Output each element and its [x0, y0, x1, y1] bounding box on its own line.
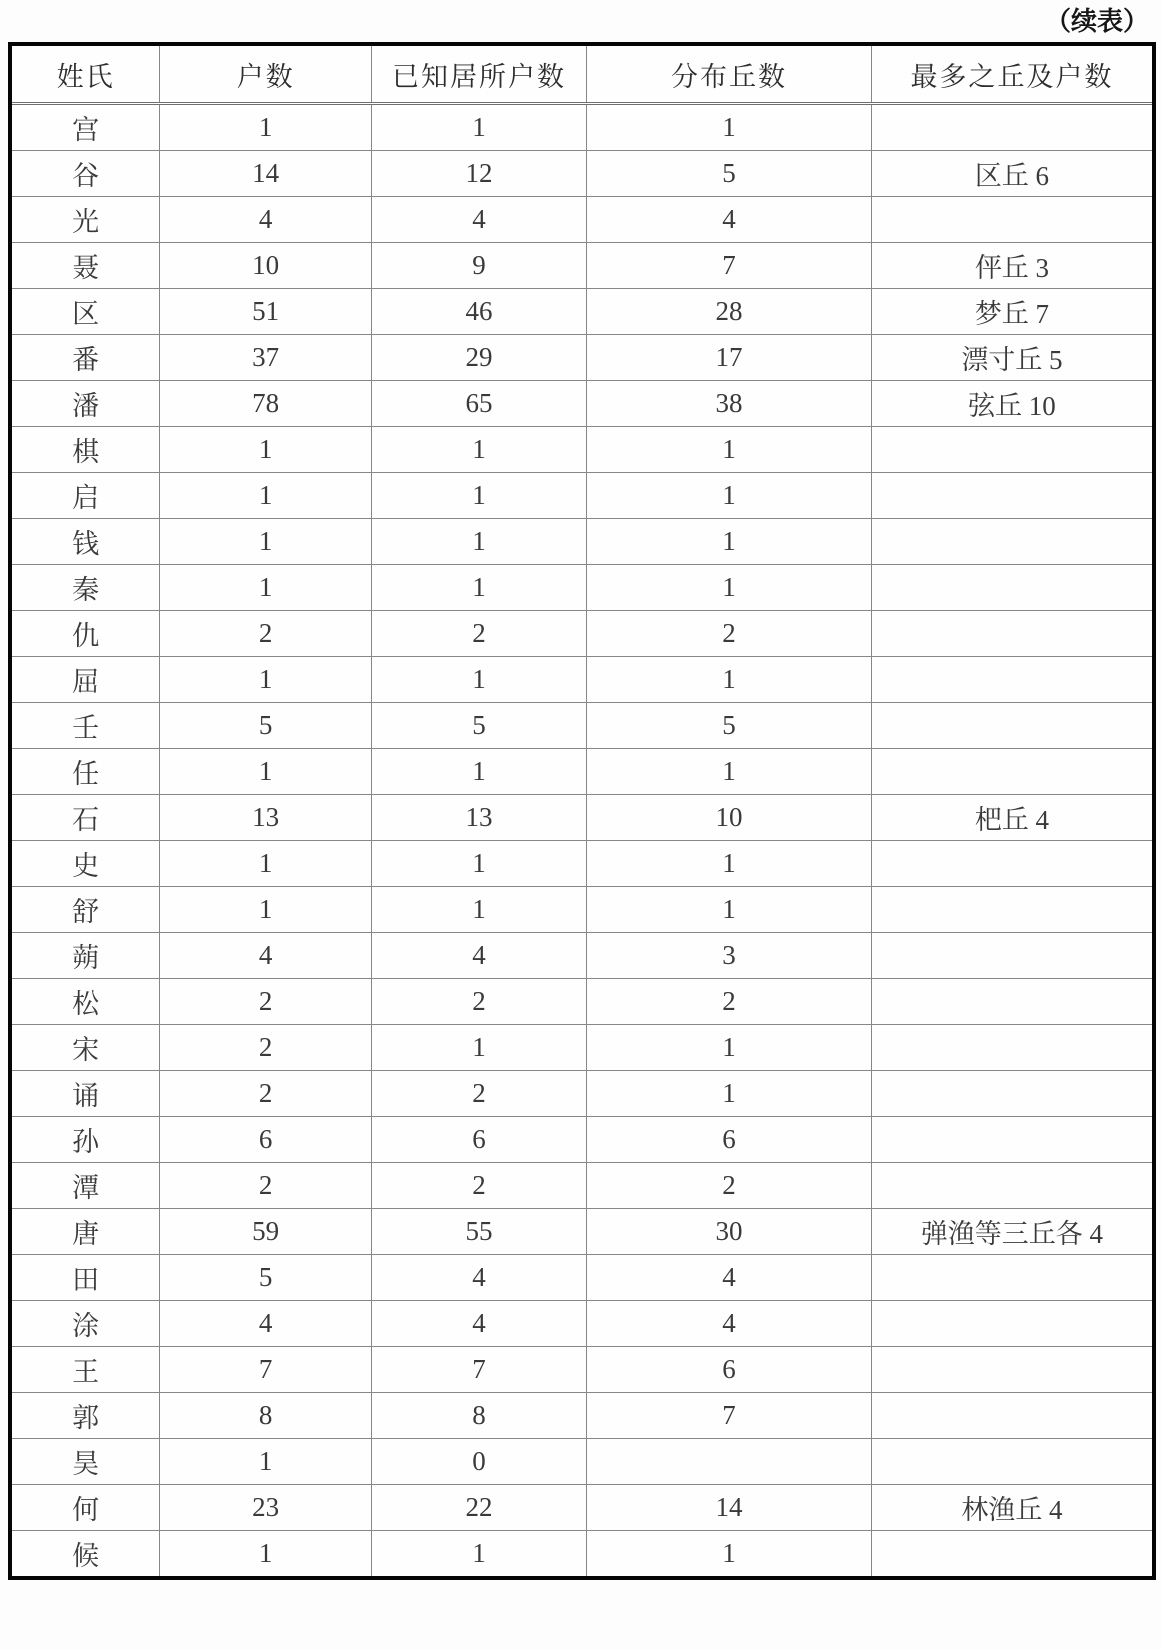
table-row	[10, 1531, 1154, 1579]
households-cell: 1	[160, 427, 372, 473]
known-residence-households-cell: 8	[371, 1393, 586, 1439]
distributed-mounds-cell: 1	[587, 519, 872, 565]
surname-cell: 番	[10, 335, 160, 381]
known-residence-households-cell: 2	[371, 979, 586, 1025]
known-residence-households-cell: 2	[371, 611, 586, 657]
distributed-mounds-cell: 7	[587, 243, 872, 289]
table-row	[10, 887, 1154, 933]
households-cell: 4	[160, 197, 372, 243]
top-mound-and-households-cell	[871, 1301, 1154, 1347]
households-cell: 2	[160, 1025, 372, 1071]
households-cell: 7	[160, 1347, 372, 1393]
top-mound-and-households-cell	[871, 1439, 1154, 1485]
known-residence-households-cell: 65	[371, 381, 586, 427]
known-residence-households-cell: 4	[371, 1301, 586, 1347]
distributed-mounds-cell: 28	[587, 289, 872, 335]
households-cell: 2	[160, 611, 372, 657]
top-mound-and-households-cell	[871, 1071, 1154, 1117]
households-cell: 14	[160, 151, 372, 197]
surname-cell: 潭	[10, 1163, 160, 1209]
known-residence-households-cell: 1	[371, 473, 586, 519]
table-row	[10, 1347, 1154, 1393]
distributed-mounds-cell: 1	[587, 749, 872, 795]
column-header-surname: 姓氏	[10, 44, 160, 104]
distributed-mounds-cell: 1	[587, 427, 872, 473]
surname-cell: 壬	[10, 703, 160, 749]
top-mound-and-households-cell: 杷丘 4	[871, 795, 1154, 841]
distributed-mounds-cell: 17	[587, 335, 872, 381]
known-residence-households-cell: 7	[371, 1347, 586, 1393]
table-row	[10, 1255, 1154, 1301]
table-row	[10, 197, 1154, 243]
table-row	[10, 979, 1154, 1025]
top-mound-and-households-cell	[871, 1347, 1154, 1393]
households-cell: 59	[160, 1209, 372, 1255]
table-row	[10, 933, 1154, 979]
surname-cell: 宫	[10, 104, 160, 151]
known-residence-households-cell: 0	[371, 1439, 586, 1485]
households-cell: 1	[160, 887, 372, 933]
table-body	[10, 104, 1154, 1579]
distributed-mounds-cell: 1	[587, 887, 872, 933]
surname-cell: 郭	[10, 1393, 160, 1439]
top-mound-and-households-cell: 伻丘 3	[871, 243, 1154, 289]
known-residence-households-cell: 2	[371, 1163, 586, 1209]
header-row	[10, 44, 1154, 104]
top-mound-and-households-cell	[871, 104, 1154, 151]
distributed-mounds-cell	[587, 1439, 872, 1485]
households-cell: 1	[160, 1531, 372, 1579]
households-cell: 23	[160, 1485, 372, 1531]
table-row	[10, 1485, 1154, 1531]
distributed-mounds-cell: 30	[587, 1209, 872, 1255]
distributed-mounds-cell: 2	[587, 979, 872, 1025]
surname-cell: 宋	[10, 1025, 160, 1071]
top-mound-and-households-cell	[871, 703, 1154, 749]
continuation-label: （续表）	[1044, 7, 1149, 36]
surname-cell: 王	[10, 1347, 160, 1393]
known-residence-households-cell: 4	[371, 933, 586, 979]
known-residence-households-cell: 4	[371, 197, 586, 243]
distributed-mounds-cell: 1	[587, 1071, 872, 1117]
surname-cell: 潘	[10, 381, 160, 427]
known-residence-households-cell: 1	[371, 887, 586, 933]
surname-cell: 启	[10, 473, 160, 519]
distributed-mounds-cell: 1	[587, 657, 872, 703]
table-row	[10, 381, 1154, 427]
distributed-mounds-cell: 1	[587, 841, 872, 887]
surname-cell: 昊	[10, 1439, 160, 1485]
surname-cell: 区	[10, 289, 160, 335]
top-mound-and-households-cell: 弹渔等三丘各 4	[871, 1209, 1154, 1255]
households-cell: 8	[160, 1393, 372, 1439]
table-row	[10, 104, 1154, 151]
top-mound-and-households-cell	[871, 657, 1154, 703]
surname-cell: 涂	[10, 1301, 160, 1347]
distributed-mounds-cell: 5	[587, 151, 872, 197]
surname-cell: 孙	[10, 1117, 160, 1163]
top-mound-and-households-cell	[871, 565, 1154, 611]
top-mound-and-households-cell	[871, 473, 1154, 519]
households-cell: 2	[160, 979, 372, 1025]
top-mound-and-households-cell	[871, 1531, 1154, 1579]
top-mound-and-households-cell	[871, 611, 1154, 657]
top-mound-and-households-cell: 漂寸丘 5	[871, 335, 1154, 381]
top-mound-and-households-cell	[871, 427, 1154, 473]
top-mound-and-households-cell	[871, 519, 1154, 565]
table-row	[10, 611, 1154, 657]
column-header-top-mound-and-households: 最多之丘及户数	[871, 44, 1154, 104]
surname-households-table	[8, 42, 1156, 1580]
surname-cell: 屈	[10, 657, 160, 703]
table-row	[10, 795, 1154, 841]
table-row	[10, 703, 1154, 749]
distributed-mounds-cell: 1	[587, 473, 872, 519]
households-cell: 5	[160, 703, 372, 749]
known-residence-households-cell: 13	[371, 795, 586, 841]
known-residence-households-cell: 4	[371, 1255, 586, 1301]
distributed-mounds-cell: 1	[587, 565, 872, 611]
households-cell: 13	[160, 795, 372, 841]
known-residence-households-cell: 22	[371, 1485, 586, 1531]
distributed-mounds-cell: 7	[587, 1393, 872, 1439]
households-cell: 78	[160, 381, 372, 427]
households-cell: 1	[160, 104, 372, 151]
surname-cell: 诵	[10, 1071, 160, 1117]
table-row	[10, 519, 1154, 565]
distributed-mounds-cell: 6	[587, 1117, 872, 1163]
surname-cell: 钱	[10, 519, 160, 565]
surname-cell: 何	[10, 1485, 160, 1531]
top-mound-and-households-cell	[871, 841, 1154, 887]
table-row	[10, 289, 1154, 335]
top-mound-and-households-cell	[871, 1117, 1154, 1163]
households-cell: 1	[160, 841, 372, 887]
top-mound-and-households-cell: 梦丘 7	[871, 289, 1154, 335]
households-cell: 2	[160, 1071, 372, 1117]
top-mound-and-households-cell	[871, 933, 1154, 979]
top-mound-and-households-cell	[871, 979, 1154, 1025]
table-row	[10, 335, 1154, 381]
surname-cell: 秦	[10, 565, 160, 611]
distributed-mounds-cell: 4	[587, 1255, 872, 1301]
distributed-mounds-cell: 2	[587, 611, 872, 657]
top-mound-and-households-cell	[871, 1393, 1154, 1439]
table-row	[10, 243, 1154, 289]
households-cell: 4	[160, 1301, 372, 1347]
households-cell: 37	[160, 335, 372, 381]
distributed-mounds-cell: 1	[587, 104, 872, 151]
known-residence-households-cell: 1	[371, 841, 586, 887]
distributed-mounds-cell: 1	[587, 1025, 872, 1071]
households-cell: 1	[160, 519, 372, 565]
known-residence-households-cell: 1	[371, 1531, 586, 1579]
surname-cell: 候	[10, 1531, 160, 1579]
top-mound-and-households-cell	[871, 1025, 1154, 1071]
households-cell: 2	[160, 1163, 372, 1209]
known-residence-households-cell: 2	[371, 1071, 586, 1117]
surname-cell: 棋	[10, 427, 160, 473]
table-row	[10, 1393, 1154, 1439]
surname-cell: 任	[10, 749, 160, 795]
known-residence-households-cell: 1	[371, 1025, 586, 1071]
households-cell: 1	[160, 473, 372, 519]
distributed-mounds-cell: 6	[587, 1347, 872, 1393]
distributed-mounds-cell: 2	[587, 1163, 872, 1209]
surname-cell: 石	[10, 795, 160, 841]
top-mound-and-households-cell	[871, 887, 1154, 933]
households-cell: 6	[160, 1117, 372, 1163]
column-header-distributed-mounds: 分布丘数	[587, 44, 872, 104]
table-row	[10, 473, 1154, 519]
known-residence-households-cell: 9	[371, 243, 586, 289]
surname-cell: 田	[10, 1255, 160, 1301]
table-row	[10, 151, 1154, 197]
surname-cell: 谷	[10, 151, 160, 197]
top-mound-and-households-cell	[871, 1255, 1154, 1301]
known-residence-households-cell: 29	[371, 335, 586, 381]
distributed-mounds-cell: 3	[587, 933, 872, 979]
known-residence-households-cell: 55	[371, 1209, 586, 1255]
known-residence-households-cell: 6	[371, 1117, 586, 1163]
table-row	[10, 1439, 1154, 1485]
table-row	[10, 1301, 1154, 1347]
top-mound-and-households-cell	[871, 749, 1154, 795]
households-cell: 1	[160, 749, 372, 795]
column-header-households: 户数	[160, 44, 372, 104]
surname-cell: 舒	[10, 887, 160, 933]
top-mound-and-households-cell	[871, 197, 1154, 243]
top-mound-and-households-cell: 弦丘 10	[871, 381, 1154, 427]
surname-cell: 史	[10, 841, 160, 887]
households-cell: 10	[160, 243, 372, 289]
known-residence-households-cell: 1	[371, 749, 586, 795]
distributed-mounds-cell: 4	[587, 197, 872, 243]
known-residence-households-cell: 1	[371, 104, 586, 151]
table-row	[10, 1071, 1154, 1117]
column-header-known-residence-households: 已知居所户数	[371, 44, 586, 104]
table-row	[10, 565, 1154, 611]
table-row	[10, 841, 1154, 887]
households-cell: 1	[160, 565, 372, 611]
top-mound-and-households-cell: 林渔丘 4	[871, 1485, 1154, 1531]
surname-cell: 聂	[10, 243, 160, 289]
known-residence-households-cell: 5	[371, 703, 586, 749]
known-residence-households-cell: 12	[371, 151, 586, 197]
table-header	[10, 44, 1154, 104]
households-cell: 1	[160, 657, 372, 703]
known-residence-households-cell: 46	[371, 289, 586, 335]
table-row	[10, 749, 1154, 795]
distributed-mounds-cell: 38	[587, 381, 872, 427]
distributed-mounds-cell: 10	[587, 795, 872, 841]
table-row	[10, 657, 1154, 703]
distributed-mounds-cell: 4	[587, 1301, 872, 1347]
distributed-mounds-cell: 14	[587, 1485, 872, 1531]
top-mound-and-households-cell: 区丘 6	[871, 151, 1154, 197]
distributed-mounds-cell: 5	[587, 703, 872, 749]
surname-cell: 仇	[10, 611, 160, 657]
distributed-mounds-cell: 1	[587, 1531, 872, 1579]
surname-cell: 光	[10, 197, 160, 243]
surname-cell: 蒴	[10, 933, 160, 979]
households-cell: 4	[160, 933, 372, 979]
surname-cell: 唐	[10, 1209, 160, 1255]
table-row	[10, 1025, 1154, 1071]
households-cell: 1	[160, 1439, 372, 1485]
known-residence-households-cell: 1	[371, 565, 586, 611]
households-cell: 51	[160, 289, 372, 335]
households-cell: 5	[160, 1255, 372, 1301]
known-residence-households-cell: 1	[371, 427, 586, 473]
known-residence-households-cell: 1	[371, 519, 586, 565]
surname-cell: 松	[10, 979, 160, 1025]
table-row	[10, 427, 1154, 473]
table-row	[10, 1163, 1154, 1209]
table-row	[10, 1209, 1154, 1255]
table-row	[10, 1117, 1154, 1163]
top-mound-and-households-cell	[871, 1163, 1154, 1209]
known-residence-households-cell: 1	[371, 657, 586, 703]
